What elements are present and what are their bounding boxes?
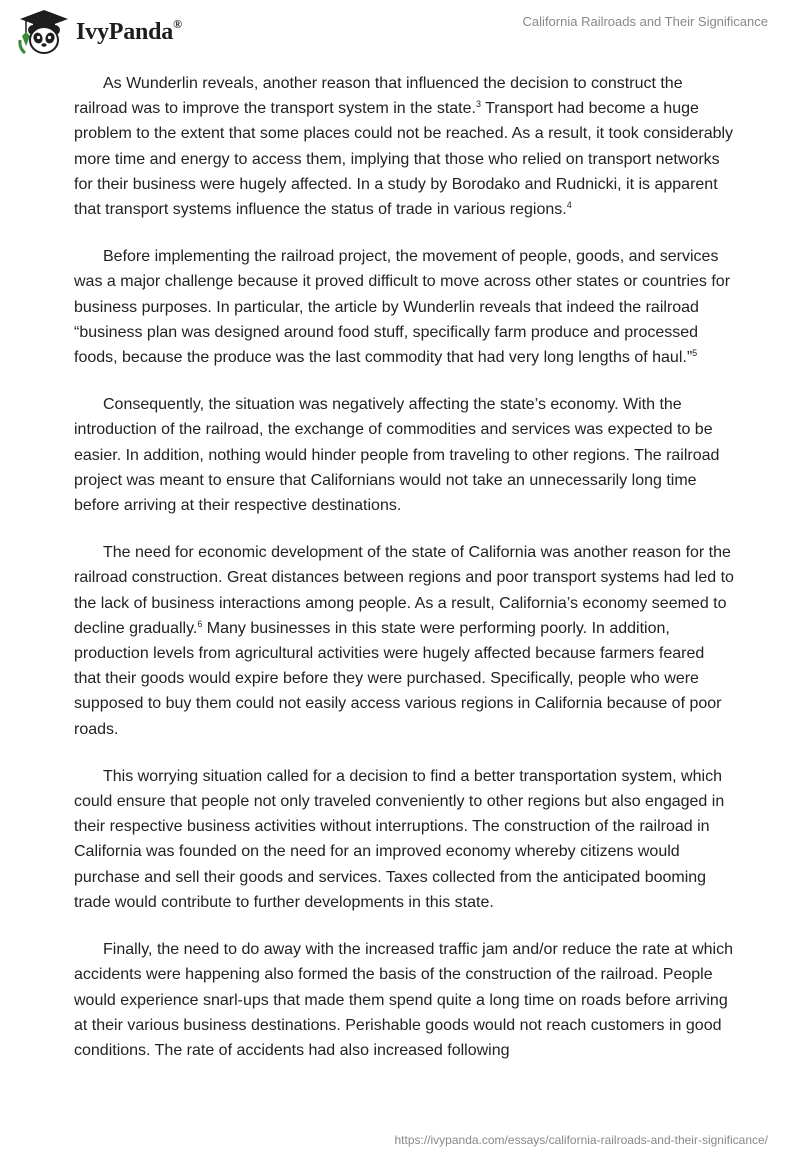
paragraph-text: Many businesses in this state were performing poorly. In addition, production levels from agricultural activities were hugely affected because farmers feared that their goods would expire before they were purchased. Specifically, people who were supposed to buy them could not easily access various regions in California because of poor roads.	[74, 619, 722, 738]
document-title: California Railroads and Their Significance	[522, 14, 768, 29]
essay-body	[74, 71, 734, 1085]
brand-name: IvyPanda®	[76, 16, 182, 45]
body-paragraph	[74, 71, 734, 222]
paragraph-text: Consequently, the situation was negatively affecting the state’s economy. With the introduction of the railroad, the exchange of commodities and services was expected to be easier. In addition, nothing would hinder people from traveling to other regions. The railroad project was meant to ensure that Californians would not take an unnecessarily long time before arriving at their respective destinations.	[74, 396, 720, 515]
paragraph-text: Finally, the need to do away with the increased traffic jam and/or reduce the rate at which accidents were happening also formed the basis of the construction of the railroad. People would experience snarl-ups that made them spend quite a long time on roads before arriving at their various business destinations. Perishable goods would not reach customers in good conditions. The rate of accidents had also increased following	[74, 941, 733, 1059]
paragraph-text: As Wunderlin reveals, another reason that influenced the decision to construct the railroad was to improve the transport system in the state.	[74, 75, 683, 118]
footnote-marker[interactable]: 6	[197, 618, 203, 629]
source-url: https://ivypanda.com/essays/california-railroads-and-their-significance/	[394, 1133, 768, 1147]
paragraph-text: Before implementing the railroad project, the movement of people, goods, and services was a major challenge because it proved difficult to move across other states or countries for business purposes. In particular, the article by Wunderlin reveals that indeed the railroad “business plan was designed around food stuff, specifically farm produce and processed foods, because the produce was the last commodity that had very long lengths of haul.”	[74, 248, 731, 367]
footnote-marker[interactable]: 4	[566, 200, 572, 211]
body-paragraph	[74, 244, 734, 370]
body-paragraph	[74, 764, 734, 915]
paragraph-text: Transport had become a huge problem to the extent that some places could not be reached. As a result, it took considerably more time and energy to access them, implying that those who relied on transport networks for their business were hugely affected. In a study by Borodako and Rudnicki, it is apparent that transport systems influence the status of trade in various regions.	[74, 100, 734, 219]
page-header	[0, 0, 800, 64]
body-paragraph	[74, 392, 734, 518]
paragraph-text: The need for economic development of the state of California was another reason for the railroad construction. Great distances between regions and poor transport systems had led to the lack of business interactions among people. As a result, California’s economy seemed to decline gradually.	[74, 544, 734, 637]
body-paragraph	[74, 937, 734, 1063]
footnote-marker[interactable]: 3	[475, 99, 481, 110]
ivypanda-logo[interactable]	[16, 6, 182, 58]
body-paragraph	[74, 540, 734, 742]
panda-graduate-icon	[16, 6, 72, 58]
footnote-marker[interactable]: 5	[692, 348, 698, 359]
paragraph-text: This worrying situation called for a decision to find a better transportation system, which could ensure that people not only traveled conveniently to other regions but also engaged in their respective business activities without interruptions. The construction of the railroad in California was founded on the need for an improved economy whereby citizens would purchase and sell their goods and services. Taxes collected from the anticipated booming trade would contribute to further developments in this state.	[74, 767, 725, 911]
